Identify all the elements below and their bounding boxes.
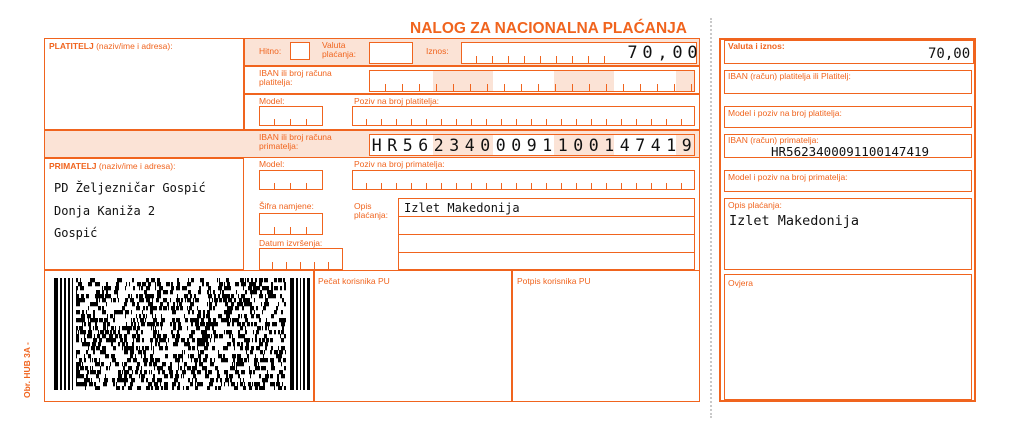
iban-digit: 9 — [681, 136, 692, 155]
amount-digit: 0 — [687, 43, 698, 63]
receipt-iban-payer-label: IBAN (račun) platitelja ili Platitelj: — [728, 71, 851, 81]
iban-digit: 1 — [542, 136, 553, 155]
recipient-name: PD Željezničar Gospić — [54, 181, 206, 195]
iban-digit: 3 — [449, 136, 460, 155]
recipient-label: PRIMATELJ (naziv/ime i adresa): — [49, 161, 176, 171]
potpis-box — [512, 270, 700, 402]
receipt-ovjera-box — [724, 274, 972, 400]
iban-digit: 0 — [495, 136, 506, 155]
iban-digit: 1 — [557, 136, 568, 155]
model2-label: Model: — [259, 159, 285, 169]
iban-digit: R — [387, 136, 398, 155]
iban-digit: H — [371, 136, 382, 155]
poziv-primatelja-ticks — [352, 183, 682, 190]
iban-digit: 6 — [418, 136, 429, 155]
iban-digit: 1 — [666, 136, 677, 155]
iban-digit: 4 — [619, 136, 630, 155]
amount-digits — [625, 43, 700, 63]
poziv-platitelja-ticks — [352, 119, 682, 126]
amount-digit: , — [657, 43, 668, 63]
datum-label: Datum izvršenja: — [259, 238, 323, 248]
hitno-checkbox[interactable] — [290, 42, 310, 60]
sifra-ticks — [259, 227, 307, 235]
iban-digit: 0 — [573, 136, 584, 155]
iban-digit: 5 — [402, 136, 413, 155]
pecat-box — [314, 270, 512, 402]
payer-label: PLATITELJ (naziv/ime i adresa): — [49, 41, 173, 51]
iban-digit: 0 — [588, 136, 599, 155]
sifra-label: Šifra namjene: — [259, 201, 314, 211]
recipient-city: Gospić — [54, 226, 98, 240]
poziv-platitelja-label: Poziv na broj platitelja: — [354, 96, 440, 106]
model-recipient-ticks — [259, 183, 307, 190]
payer-box — [44, 38, 244, 130]
hitno-label: Hitno: — [259, 46, 282, 56]
poziv-primatelja-label: Poziv na broj primatelja: — [354, 159, 445, 169]
receipt-amount: 70,00 — [928, 46, 971, 62]
iban-digit: 2 — [433, 136, 444, 155]
iban-digit: 1 — [604, 136, 615, 155]
potpis-label: Potpis korisnika PU — [517, 276, 591, 286]
datum-ticks — [259, 262, 329, 270]
model-label: Model: — [259, 96, 285, 106]
pdf417-barcode — [54, 278, 310, 390]
iban-recipient-label: IBAN ili broj računa primatelja: — [259, 132, 332, 151]
iban-digit: 0 — [511, 136, 522, 155]
recipient-address: Donja Kaniža 2 — [54, 204, 156, 218]
iban-digit: 4 — [650, 136, 661, 155]
form-title: NALOG ZA NACIONALNA PLAĆANJA — [410, 20, 687, 37]
iban-recipient-digits — [369, 136, 695, 156]
iban-digit: 0 — [480, 136, 491, 155]
opis-label: Opis plaćanja: — [354, 201, 389, 220]
amount-digit: 0 — [642, 43, 653, 63]
iban-digit: 9 — [526, 136, 537, 155]
opis-line — [398, 216, 695, 217]
receipt-model-recipient-label: Model i poziv na broj primatelja: — [728, 172, 848, 182]
opis-line — [398, 234, 695, 235]
valuta-field[interactable] — [369, 42, 413, 64]
amount-digit: 0 — [672, 43, 683, 63]
receipt-opis-value: Izlet Makedonija — [729, 213, 860, 229]
iban-digit: 7 — [635, 136, 646, 155]
valuta-label: Valuta plaćanja: — [322, 40, 357, 59]
iban-digit: 4 — [464, 136, 475, 155]
iznos-label: Iznos: — [426, 46, 449, 56]
receipt-model-payer-label: Model i poziv na broj platitelja: — [728, 108, 842, 118]
form-code: Obr. HUB 3A - — [22, 342, 32, 398]
receipt-valuta-label: Valuta i iznos: — [728, 41, 785, 51]
receipt-ovjera-label: Ovjera — [728, 278, 754, 288]
cut-line — [710, 18, 712, 418]
opis-value: Izlet Makedonija — [404, 201, 520, 215]
receipt-iban-recipient-value: HR5623400091100147419 — [771, 144, 930, 159]
iban-payer-label: IBAN ili broj računa platitelja: — [259, 68, 332, 87]
pecat-label: Pečat korisnika PU — [318, 276, 390, 286]
opis-line — [398, 252, 695, 253]
amount-digit: 7 — [627, 43, 638, 63]
iban-payer-ticks — [369, 84, 692, 92]
receipt-opis-label: Opis plaćanja: — [728, 200, 782, 210]
model-payer-ticks — [259, 119, 307, 126]
receipt-iban-recipient-label: IBAN (račun) primatelja: — [728, 135, 819, 145]
